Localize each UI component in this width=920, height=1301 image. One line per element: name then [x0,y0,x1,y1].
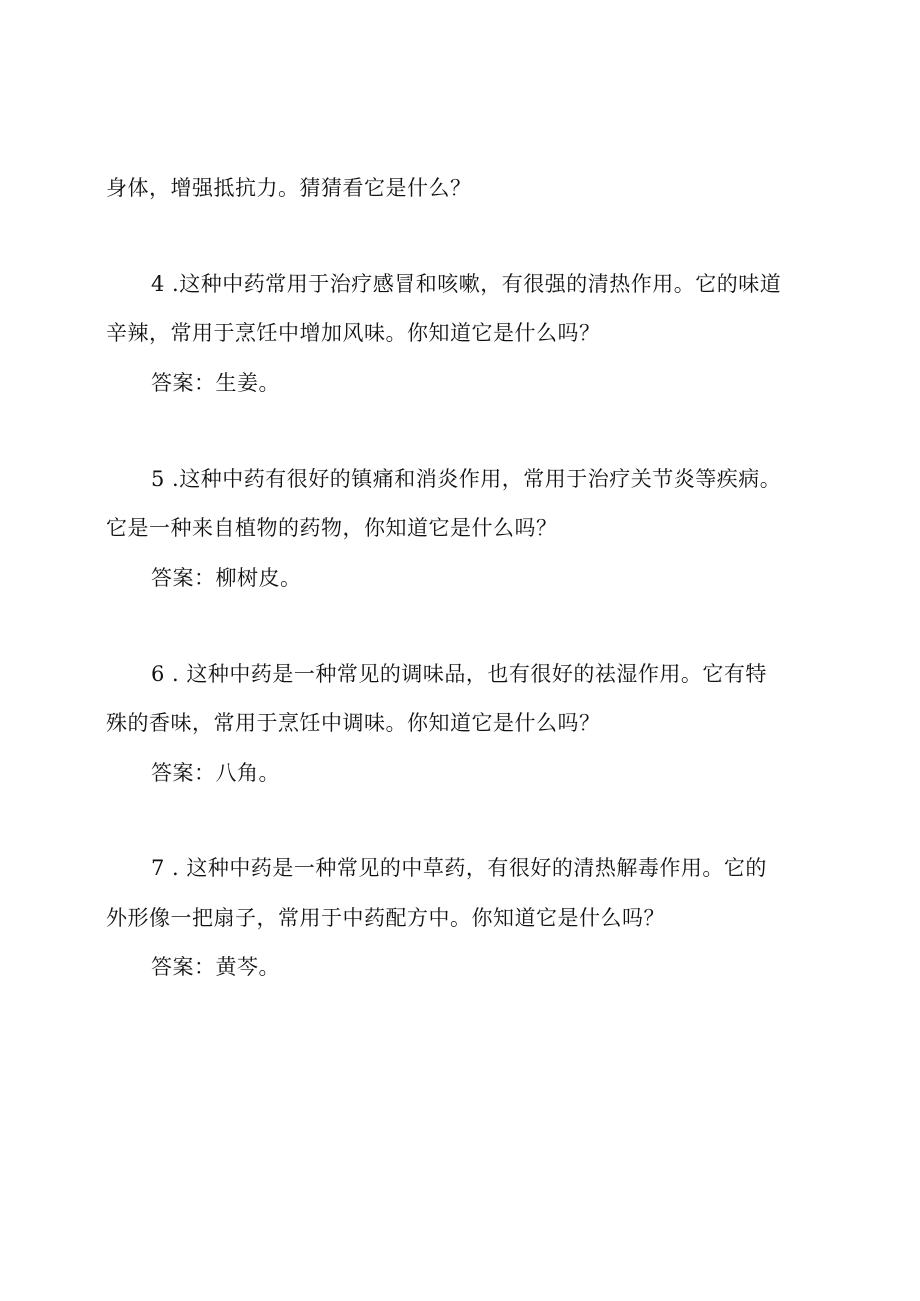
question-7-line-1: 7 . 这种中药是一种常见的中草药，有很好的清热解毒作用。它的 [151,856,767,880]
question-6-line-2: 殊的香味，常用于烹饪中调味。你知道它是什么吗？ [106,711,601,735]
question-5-line-1: 5 .这种中药有很好的镇痛和消炎作用，常用于治疗关节炎等疾病。 [151,467,782,491]
answer-4: 答案：生姜。 [151,371,280,395]
answer-5: 答案：柳树皮。 [151,566,302,590]
question-4-line-1: 4 .这种中药常用于治疗感冒和咳嗽，有很强的清热作用。它的味道 [151,272,782,296]
question-7-line-2: 外形像一把扇子，常用于中药配方中。你知道它是什么吗？ [106,906,665,930]
question-6-line-1: 6 . 这种中药是一种常见的调味品，也有很好的祛湿作用。它有特 [151,662,767,686]
question-5-line-2: 它是一种来自植物的药物，你知道它是什么吗？ [106,516,558,540]
paragraph-fragment: 身体，增强抵抗力。猜猜看它是什么？ [106,176,472,200]
answer-7: 答案：黄芩。 [151,955,280,979]
answer-6: 答案：八角。 [151,761,280,785]
question-4-line-2: 辛辣，常用于烹饪中增加风味。你知道它是什么吗？ [106,321,601,345]
